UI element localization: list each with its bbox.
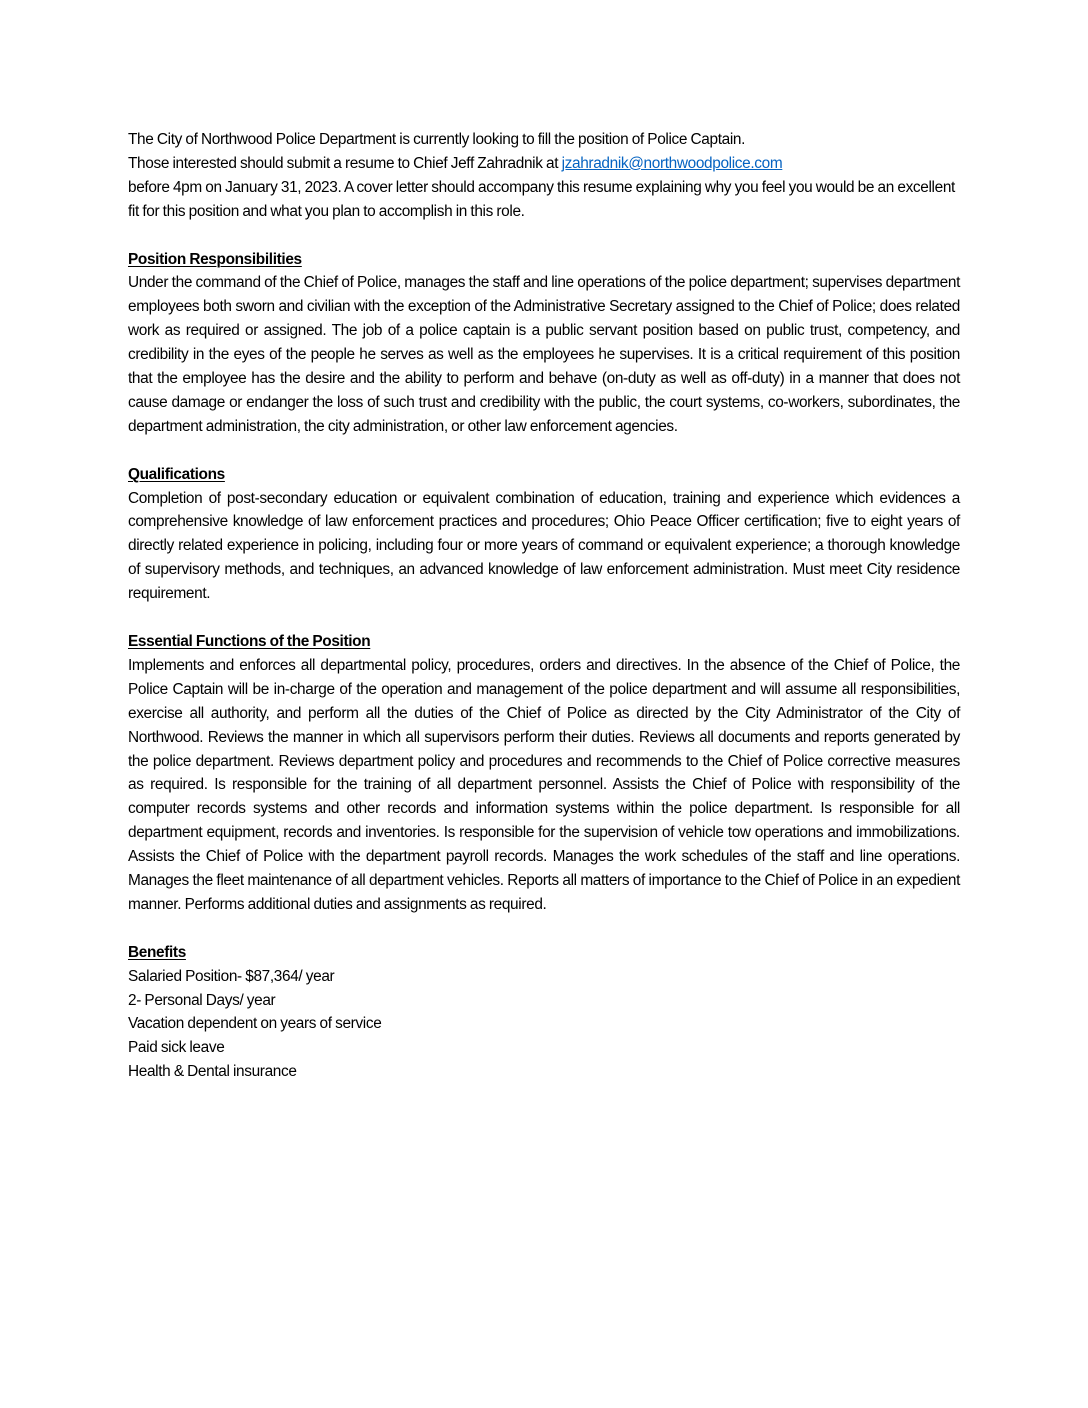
intro-line-1: The City of Northwood Police Department is currently looking to fill the position of Police Captain. <box>128 131 746 148</box>
benefits-list <box>128 965 960 1085</box>
intro-line-2-text: Those interested should submit a resume to Chief Jeff Zahradnik at <box>128 154 562 172</box>
document-page <box>128 128 960 1084</box>
essential-functions-heading: Essential Functions of the Position <box>128 632 371 650</box>
intro-line-3: before 4pm on January 31, 2023. A cover letter should accompany this resume explaining why you feel you would be an excellent fit for this position and what you plan to accomplish in this role. <box>128 178 955 220</box>
responsibilities-heading: Position Responsibilities <box>128 250 302 268</box>
spacer <box>128 439 960 463</box>
intro-paragraph <box>128 128 960 224</box>
benefit-item-insurance: Health & Dental insurance <box>128 1063 297 1081</box>
qualifications-heading: Qualifications <box>128 465 225 483</box>
spacer <box>128 224 960 248</box>
essential-functions-text: Implements and enforces all departmental policy, procedures, orders and directives. In the absence of the Chief of Police, the Police Captain will be in-charge of the operation and management of the police department and will assume all responsibilities, exercise all authority, and perform all the duties of the Chief of Police as directed by the City Administrator of the City of Northwood. Reviews the manner in which all supervisors perform their duties. Reviews all documents and reports generated by the police department. Reviews department policy and procedures and recommends to the Chief of Police corrective measures as required. Is responsible for the training of all department personnel. Assists the Chief of Police with responsibility of the computer records systems and other records and information systems within the police department. Is responsible for all department equipment, records and inventories. Is responsible for the supervision of vehicle tow operations and immobilizations. Assists the Chief of Police with the department payroll records. Manages the work schedules of the staff and line operations. Manages the fleet maintenance of all department vehicles. Reports all matters of importance to the Chief of Police in an expedient manner. Performs additional duties and assignments as required. <box>128 656 960 913</box>
spacer <box>128 917 960 941</box>
intro-line-2 <box>128 152 960 176</box>
benefits-heading: Benefits <box>128 943 186 961</box>
qualifications-text: Completion of post-secondary education or equivalent combination of education, training and experience which evidences a comprehensive knowledge of law enforcement practices and procedures; Ohio Peace Officer certification; five to eight years of directly related experience in policing, including four or more years of command or equivalent experience; a thorough knowledge of supervisory methods, and techniques, an advanced knowledge of law enforcement administration. Must meet City residence requirement. <box>128 489 960 603</box>
benefit-item-vacation: Vacation dependent on years of service <box>128 1015 382 1033</box>
spacer <box>128 606 960 630</box>
benefit-item-sick-leave: Paid sick leave <box>128 1039 225 1057</box>
benefit-item-personal-days: 2- Personal Days/ year <box>128 991 276 1009</box>
email-link[interactable]: jzahradnik@northwoodpolice.com <box>561 154 783 172</box>
responsibilities-text: Under the command of the Chief of Police, manages the staff and line operations of the police department; supervises department employees both sworn and civilian with the exception of the Administrative Secretary assigned to the Chief of Police; does related work as required or assigned. The job of a police captain is a public servant position based on public trust, competency, and credibility in the eyes of the people he serves as well as the employees he supervises. It is a critical requirement of this position that the employee has the desire and the ability to perform and behave (on-duty as well as off-duty) in a manner that does not cause damage or endanger the loss of such trust and credibility with the public, the court systems, co-workers, subordinates, the department administration, the city administration, or other law enforcement agencies. <box>128 274 960 435</box>
benefit-item-salary: Salaried Position- $87,364/ year <box>128 967 335 985</box>
